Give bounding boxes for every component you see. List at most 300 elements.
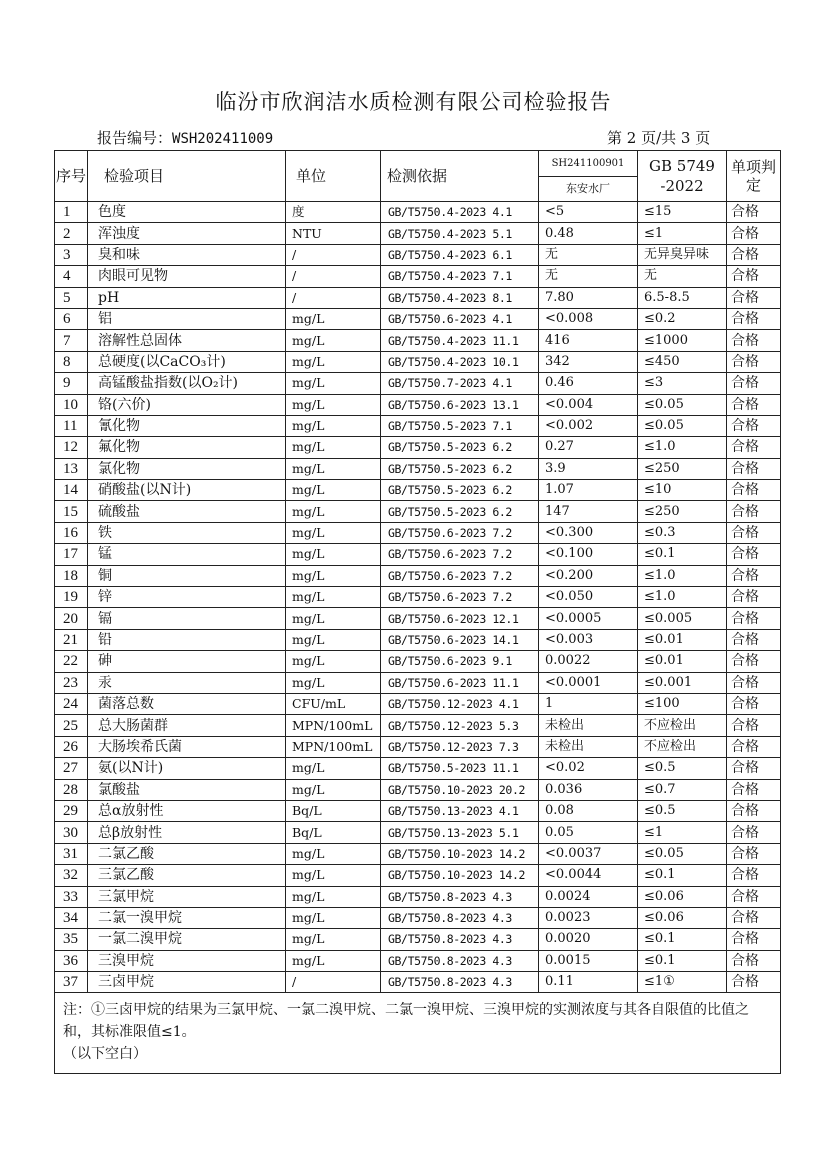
row-verdict: 合格 xyxy=(727,501,781,522)
row-result: 7.80 xyxy=(539,287,638,308)
row-method: GB/T5750.5-2023 6.2 xyxy=(381,480,539,501)
row-verdict: 合格 xyxy=(727,415,781,436)
row-seq: 11 xyxy=(55,415,88,436)
row-limit: ≤1① xyxy=(638,972,727,993)
row-seq: 15 xyxy=(55,501,88,522)
row-result: <5 xyxy=(539,202,638,223)
row-item: 大肠埃希氏菌 xyxy=(88,736,286,757)
row-method: GB/T5750.8-2023 4.3 xyxy=(381,907,539,928)
row-method: GB/T5750.4-2023 5.1 xyxy=(381,223,539,244)
row-method: GB/T5750.12-2023 5.3 xyxy=(381,715,539,736)
row-verdict: 合格 xyxy=(727,800,781,821)
row-method: GB/T5750.6-2023 14.1 xyxy=(381,629,539,650)
table-row xyxy=(55,480,781,501)
row-seq: 14 xyxy=(55,480,88,501)
row-seq: 27 xyxy=(55,758,88,779)
row-result: <0.003 xyxy=(539,629,638,650)
row-verdict: 合格 xyxy=(727,693,781,714)
row-verdict: 合格 xyxy=(727,437,781,458)
table-row xyxy=(55,822,781,843)
row-limit: ≤0.1 xyxy=(638,950,727,971)
row-result: 0.11 xyxy=(539,972,638,993)
row-result: <0.300 xyxy=(539,522,638,543)
table-row xyxy=(55,865,781,886)
row-method: GB/T5750.6-2023 7.2 xyxy=(381,565,539,586)
row-unit: mg/L xyxy=(286,865,381,886)
row-unit: Bq/L xyxy=(286,822,381,843)
row-seq: 22 xyxy=(55,651,88,672)
table-header-row xyxy=(55,151,781,202)
row-verdict: 合格 xyxy=(727,865,781,886)
row-method: GB/T5750.5-2023 6.2 xyxy=(381,458,539,479)
row-result: <0.002 xyxy=(539,415,638,436)
row-item: 三氯甲烷 xyxy=(88,886,286,907)
row-limit: ≤10 xyxy=(638,480,727,501)
row-seq: 25 xyxy=(55,715,88,736)
row-seq: 34 xyxy=(55,907,88,928)
row-method: GB/T5750.6-2023 7.2 xyxy=(381,587,539,608)
row-result: <0.008 xyxy=(539,308,638,329)
row-limit: ≤3 xyxy=(638,373,727,394)
row-limit: ≤0.01 xyxy=(638,651,727,672)
row-verdict: 合格 xyxy=(727,544,781,565)
row-unit: mg/L xyxy=(286,608,381,629)
row-result: <0.050 xyxy=(539,587,638,608)
row-unit: mg/L xyxy=(286,330,381,351)
table-row xyxy=(55,437,781,458)
row-result: <0.0037 xyxy=(539,843,638,864)
footnote-text: 注：①三卤甲烷的结果为三氯甲烷、一氯二溴甲烷、二氯一溴甲烷、三溴甲烷的实测浓度与其各自限值的比值之和，其标准限值≤1。 xyxy=(63,1002,749,1041)
row-seq: 3 xyxy=(55,244,88,265)
row-unit: mg/L xyxy=(286,950,381,971)
row-result: <0.02 xyxy=(539,758,638,779)
row-limit: ≤0.1 xyxy=(638,865,727,886)
row-seq: 33 xyxy=(55,886,88,907)
row-method: GB/T5750.10-2023 14.2 xyxy=(381,865,539,886)
row-item: 总α放射性 xyxy=(88,800,286,821)
row-item: 铬(六价) xyxy=(88,394,286,415)
row-result: 0.036 xyxy=(539,779,638,800)
row-seq: 19 xyxy=(55,587,88,608)
row-limit: ≤1 xyxy=(638,223,727,244)
row-seq: 20 xyxy=(55,608,88,629)
row-unit: mg/L xyxy=(286,779,381,800)
row-result: 416 xyxy=(539,330,638,351)
row-limit: ≤0.7 xyxy=(638,779,727,800)
row-seq: 26 xyxy=(55,736,88,757)
table-row xyxy=(55,587,781,608)
row-method: GB/T5750.12-2023 7.3 xyxy=(381,736,539,757)
row-method: GB/T5750.6-2023 4.1 xyxy=(381,308,539,329)
row-item: 氟化物 xyxy=(88,437,286,458)
row-item: 铅 xyxy=(88,629,286,650)
row-unit: / xyxy=(286,266,381,287)
header-verdict: 单项判定 xyxy=(727,151,781,202)
row-item: 镉 xyxy=(88,608,286,629)
row-method: GB/T5750.12-2023 4.1 xyxy=(381,693,539,714)
row-result: <0.0044 xyxy=(539,865,638,886)
row-method: GB/T5750.8-2023 4.3 xyxy=(381,929,539,950)
row-limit: ≤0.1 xyxy=(638,929,727,950)
row-limit: ≤0.01 xyxy=(638,629,727,650)
row-verdict: 合格 xyxy=(727,330,781,351)
table-row xyxy=(55,394,781,415)
row-result: 0.0024 xyxy=(539,886,638,907)
row-limit: ≤0.3 xyxy=(638,522,727,543)
row-limit: ≤1.0 xyxy=(638,437,727,458)
row-item: 浑浊度 xyxy=(88,223,286,244)
row-result: 0.48 xyxy=(539,223,638,244)
header-method: 检测依据 xyxy=(381,151,539,202)
row-unit: / xyxy=(286,244,381,265)
table-row xyxy=(55,950,781,971)
row-item: 三卤甲烷 xyxy=(88,972,286,993)
row-method: GB/T5750.10-2023 14.2 xyxy=(381,843,539,864)
row-limit: ≤0.06 xyxy=(638,907,727,928)
table-row xyxy=(55,758,781,779)
row-unit: / xyxy=(286,972,381,993)
row-result: 0.46 xyxy=(539,373,638,394)
row-limit: 无 xyxy=(638,266,727,287)
row-method: GB/T5750.5-2023 6.2 xyxy=(381,501,539,522)
row-verdict: 合格 xyxy=(727,929,781,950)
table-row xyxy=(55,651,781,672)
row-unit: mg/L xyxy=(286,437,381,458)
row-result: 0.0022 xyxy=(539,651,638,672)
row-limit: ≤1.0 xyxy=(638,565,727,586)
row-result: <0.100 xyxy=(539,544,638,565)
row-result: 342 xyxy=(539,351,638,372)
row-verdict: 合格 xyxy=(727,202,781,223)
blank-note: （以下空白） xyxy=(63,1046,147,1063)
row-seq: 31 xyxy=(55,843,88,864)
row-method: GB/T5750.4-2023 6.1 xyxy=(381,244,539,265)
table-row xyxy=(55,608,781,629)
table-row xyxy=(55,330,781,351)
row-verdict: 合格 xyxy=(727,822,781,843)
row-result: 1.07 xyxy=(539,480,638,501)
table-row xyxy=(55,972,781,993)
row-result: 0.0015 xyxy=(539,950,638,971)
row-seq: 24 xyxy=(55,693,88,714)
row-item: 砷 xyxy=(88,651,286,672)
row-verdict: 合格 xyxy=(727,907,781,928)
row-limit: ≤0.1 xyxy=(638,544,727,565)
table-row xyxy=(55,351,781,372)
row-method: GB/T5750.4-2023 4.1 xyxy=(381,202,539,223)
row-limit: ≤0.05 xyxy=(638,394,727,415)
table-row xyxy=(55,886,781,907)
row-item: 三氯乙酸 xyxy=(88,865,286,886)
row-limit: ≤450 xyxy=(638,351,727,372)
row-unit: mg/L xyxy=(286,351,381,372)
row-item: 硫酸盐 xyxy=(88,501,286,522)
row-verdict: 合格 xyxy=(727,672,781,693)
header-item: 检验项目 xyxy=(88,151,286,202)
table-row xyxy=(55,501,781,522)
row-limit: ≤0.06 xyxy=(638,886,727,907)
row-result: 未检出 xyxy=(539,736,638,757)
row-verdict: 合格 xyxy=(727,972,781,993)
table-row xyxy=(55,672,781,693)
row-limit: ≤1.0 xyxy=(638,587,727,608)
row-unit: mg/L xyxy=(286,480,381,501)
row-verdict: 合格 xyxy=(727,736,781,757)
row-method: GB/T5750.13-2023 5.1 xyxy=(381,822,539,843)
row-result: 0.0020 xyxy=(539,929,638,950)
row-verdict: 合格 xyxy=(727,950,781,971)
row-unit: CFU/mL xyxy=(286,693,381,714)
report-title: 临汾市欣润洁水质检测有限公司检验报告 xyxy=(215,90,612,114)
row-unit: mg/L xyxy=(286,886,381,907)
row-verdict: 合格 xyxy=(727,373,781,394)
row-method: GB/T5750.4-2023 10.1 xyxy=(381,351,539,372)
row-verdict: 合格 xyxy=(727,779,781,800)
report-number-value: WSH202411009 xyxy=(172,131,274,147)
row-result: 0.27 xyxy=(539,437,638,458)
row-verdict: 合格 xyxy=(727,886,781,907)
row-method: GB/T5750.10-2023 20.2 xyxy=(381,779,539,800)
row-seq: 13 xyxy=(55,458,88,479)
row-method: GB/T5750.5-2023 6.2 xyxy=(381,437,539,458)
table-row xyxy=(55,266,781,287)
table-row xyxy=(55,629,781,650)
row-unit: mg/L xyxy=(286,308,381,329)
row-seq: 17 xyxy=(55,544,88,565)
row-item: 臭和味 xyxy=(88,244,286,265)
row-unit: 度 xyxy=(286,202,381,223)
row-result: 0.0023 xyxy=(539,907,638,928)
row-item: 二氯一溴甲烷 xyxy=(88,907,286,928)
row-method: GB/T5750.13-2023 4.1 xyxy=(381,800,539,821)
row-result: 1 xyxy=(539,693,638,714)
row-verdict: 合格 xyxy=(727,651,781,672)
row-method: GB/T5750.4-2023 7.1 xyxy=(381,266,539,287)
row-verdict: 合格 xyxy=(727,522,781,543)
table-row xyxy=(55,736,781,757)
row-result: <0.0005 xyxy=(539,608,638,629)
row-unit: Bq/L xyxy=(286,800,381,821)
table-row xyxy=(55,929,781,950)
row-method: GB/T5750.6-2023 7.2 xyxy=(381,522,539,543)
row-method: GB/T5750.6-2023 11.1 xyxy=(381,672,539,693)
row-item: 氰化物 xyxy=(88,415,286,436)
row-item: 铁 xyxy=(88,522,286,543)
row-seq: 2 xyxy=(55,223,88,244)
row-result: 147 xyxy=(539,501,638,522)
row-item: 总β放射性 xyxy=(88,822,286,843)
row-limit: ≤0.5 xyxy=(638,758,727,779)
row-item: 色度 xyxy=(88,202,286,223)
row-unit: mg/L xyxy=(286,907,381,928)
row-unit: mg/L xyxy=(286,544,381,565)
row-item: 三溴甲烷 xyxy=(88,950,286,971)
row-seq: 16 xyxy=(55,522,88,543)
row-item: 锰 xyxy=(88,544,286,565)
row-verdict: 合格 xyxy=(727,715,781,736)
row-item: 总大肠菌群 xyxy=(88,715,286,736)
row-limit: ≤0.2 xyxy=(638,308,727,329)
row-item: 溶解性总固体 xyxy=(88,330,286,351)
row-limit: 不应检出 xyxy=(638,715,727,736)
row-limit: 6.5-8.5 xyxy=(638,287,727,308)
report-number xyxy=(97,127,273,148)
row-unit: mg/L xyxy=(286,394,381,415)
header-unit: 单位 xyxy=(286,151,381,202)
row-verdict: 合格 xyxy=(727,223,781,244)
row-item: 铜 xyxy=(88,565,286,586)
row-seq: 1 xyxy=(55,202,88,223)
header-standard: GB 5749 -2022 xyxy=(638,151,727,202)
table-row xyxy=(55,544,781,565)
row-verdict: 合格 xyxy=(727,480,781,501)
row-seq: 37 xyxy=(55,972,88,993)
row-item: pH xyxy=(88,287,286,308)
row-seq: 30 xyxy=(55,822,88,843)
table-row xyxy=(55,373,781,394)
row-seq: 18 xyxy=(55,565,88,586)
table-row xyxy=(55,907,781,928)
row-unit: mg/L xyxy=(286,672,381,693)
row-method: GB/T5750.5-2023 11.1 xyxy=(381,758,539,779)
row-unit: mg/L xyxy=(286,929,381,950)
table-row xyxy=(55,715,781,736)
row-method: GB/T5750.4-2023 8.1 xyxy=(381,287,539,308)
row-limit: ≤0.5 xyxy=(638,800,727,821)
row-seq: 12 xyxy=(55,437,88,458)
row-unit: / xyxy=(286,287,381,308)
row-limit: ≤0.05 xyxy=(638,843,727,864)
table-row xyxy=(55,522,781,543)
row-seq: 35 xyxy=(55,929,88,950)
table-row xyxy=(55,458,781,479)
row-unit: mg/L xyxy=(286,522,381,543)
row-limit: 不应检出 xyxy=(638,736,727,757)
row-verdict: 合格 xyxy=(727,394,781,415)
row-result: 无 xyxy=(539,244,638,265)
row-verdict: 合格 xyxy=(727,351,781,372)
report-number-label: 报告编号： xyxy=(97,129,173,147)
row-limit: ≤1 xyxy=(638,822,727,843)
page-indicator: 第 2 页/共 3 页 xyxy=(607,129,711,147)
results-table xyxy=(54,150,781,1074)
row-item: 高锰酸盐指数(以O₂计) xyxy=(88,373,286,394)
row-unit: mg/L xyxy=(286,565,381,586)
row-seq: 7 xyxy=(55,330,88,351)
row-seq: 21 xyxy=(55,629,88,650)
row-unit: NTU xyxy=(286,223,381,244)
header-seq: 序号 xyxy=(55,151,88,202)
table-row xyxy=(55,843,781,864)
row-limit: ≤0.05 xyxy=(638,415,727,436)
row-seq: 5 xyxy=(55,287,88,308)
sample-id: SH241100901 xyxy=(551,157,625,169)
table-row xyxy=(55,800,781,821)
table-row xyxy=(55,287,781,308)
row-verdict: 合格 xyxy=(727,244,781,265)
row-unit: mg/L xyxy=(286,501,381,522)
row-seq: 28 xyxy=(55,779,88,800)
row-verdict: 合格 xyxy=(727,266,781,287)
note-cell xyxy=(55,993,781,1074)
row-method: GB/T5750.6-2023 7.2 xyxy=(381,544,539,565)
row-unit: MPN/100mL xyxy=(286,736,381,757)
row-method: GB/T5750.8-2023 4.3 xyxy=(381,950,539,971)
row-verdict: 合格 xyxy=(727,608,781,629)
row-unit: MPN/100mL xyxy=(286,715,381,736)
row-seq: 23 xyxy=(55,672,88,693)
row-item: 肉眼可见物 xyxy=(88,266,286,287)
row-limit: 无异臭异味 xyxy=(638,244,727,265)
row-limit: ≤1000 xyxy=(638,330,727,351)
row-seq: 8 xyxy=(55,351,88,372)
row-seq: 6 xyxy=(55,308,88,329)
table-row xyxy=(55,202,781,223)
header-sample xyxy=(539,151,638,202)
row-result: <0.004 xyxy=(539,394,638,415)
row-limit: ≤0.001 xyxy=(638,672,727,693)
row-result: <0.0001 xyxy=(539,672,638,693)
row-method: GB/T5750.5-2023 7.1 xyxy=(381,415,539,436)
table-row xyxy=(55,244,781,265)
row-verdict: 合格 xyxy=(727,629,781,650)
table-row xyxy=(55,779,781,800)
row-method: GB/T5750.6-2023 12.1 xyxy=(381,608,539,629)
row-item: 铝 xyxy=(88,308,286,329)
row-seq: 32 xyxy=(55,865,88,886)
row-seq: 4 xyxy=(55,266,88,287)
row-seq: 10 xyxy=(55,394,88,415)
row-verdict: 合格 xyxy=(727,758,781,779)
row-method: GB/T5750.4-2023 11.1 xyxy=(381,330,539,351)
row-item: 汞 xyxy=(88,672,286,693)
row-item: 总硬度(以CaCO₃计) xyxy=(88,351,286,372)
row-result: 无 xyxy=(539,266,638,287)
row-unit: mg/L xyxy=(286,843,381,864)
note-row xyxy=(55,993,781,1074)
row-item: 硝酸盐(以N计) xyxy=(88,480,286,501)
row-limit: ≤0.005 xyxy=(638,608,727,629)
table-row xyxy=(55,415,781,436)
row-verdict: 合格 xyxy=(727,565,781,586)
row-method: GB/T5750.8-2023 4.3 xyxy=(381,886,539,907)
row-unit: mg/L xyxy=(286,758,381,779)
table-row xyxy=(55,693,781,714)
row-unit: mg/L xyxy=(286,458,381,479)
row-item: 氨(以N计) xyxy=(88,758,286,779)
row-unit: mg/L xyxy=(286,651,381,672)
table-row xyxy=(55,308,781,329)
row-unit: mg/L xyxy=(286,587,381,608)
row-unit: mg/L xyxy=(286,629,381,650)
row-limit: ≤250 xyxy=(638,501,727,522)
table-row xyxy=(55,223,781,244)
row-method: GB/T5750.6-2023 9.1 xyxy=(381,651,539,672)
row-limit: ≤15 xyxy=(638,202,727,223)
row-result: <0.200 xyxy=(539,565,638,586)
row-item: 锌 xyxy=(88,587,286,608)
row-item: 二氯乙酸 xyxy=(88,843,286,864)
row-result: 0.08 xyxy=(539,800,638,821)
row-result: 0.05 xyxy=(539,822,638,843)
table-row xyxy=(55,565,781,586)
row-method: GB/T5750.6-2023 13.1 xyxy=(381,394,539,415)
row-item: 菌落总数 xyxy=(88,693,286,714)
row-seq: 29 xyxy=(55,800,88,821)
row-item: 一氯二溴甲烷 xyxy=(88,929,286,950)
row-seq: 36 xyxy=(55,950,88,971)
row-result: 3.9 xyxy=(539,458,638,479)
